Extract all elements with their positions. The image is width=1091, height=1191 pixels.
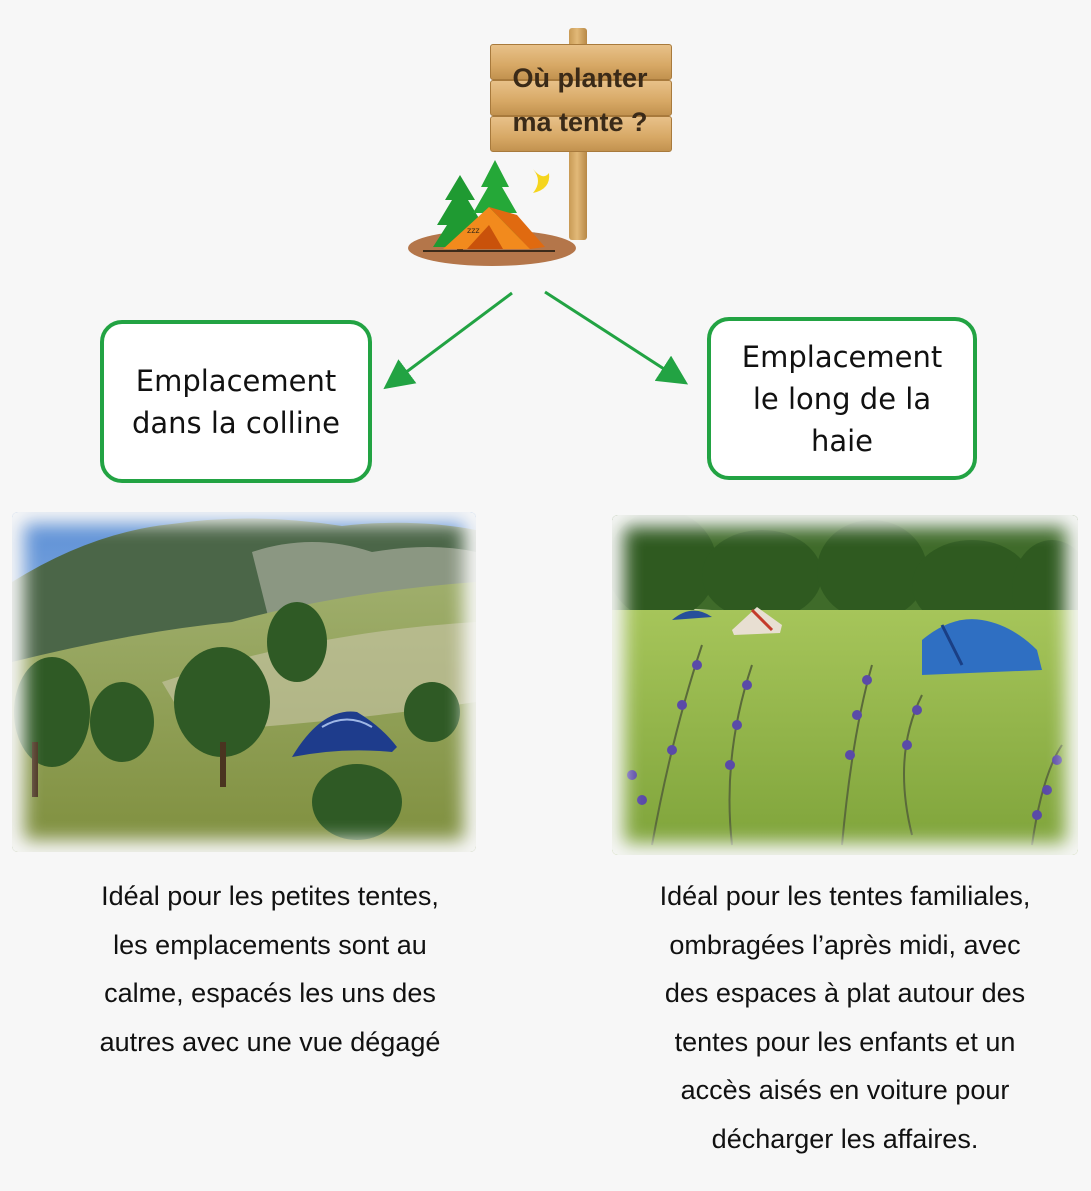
option-box-hedge — [707, 317, 977, 480]
sign-title: Où planter ma tente ? — [512, 63, 648, 137]
arrow-left — [393, 293, 512, 382]
photo-hillside — [12, 512, 476, 852]
option-label-hill: Emplacement dans la colline — [131, 363, 340, 440]
svg-text:zzz: zzz — [467, 226, 480, 235]
description-hedge: Idéal pour les tentes familiales, ombragées l’après midi, avec des espaces à plat autour des tentes pour les enfants et un accès aisés en voiture pour décharger les affaires. — [659, 881, 1031, 1154]
option-box-hill — [100, 320, 372, 483]
arrow-right — [545, 292, 678, 378]
description-hill: Idéal pour les petites tentes, les emplacements sont au calme, espacés les uns des autres avec une vue dégagé — [99, 881, 441, 1057]
option-label-hedge: Emplacement le long de la haie — [741, 339, 943, 458]
photo-hedge-field — [612, 515, 1078, 855]
